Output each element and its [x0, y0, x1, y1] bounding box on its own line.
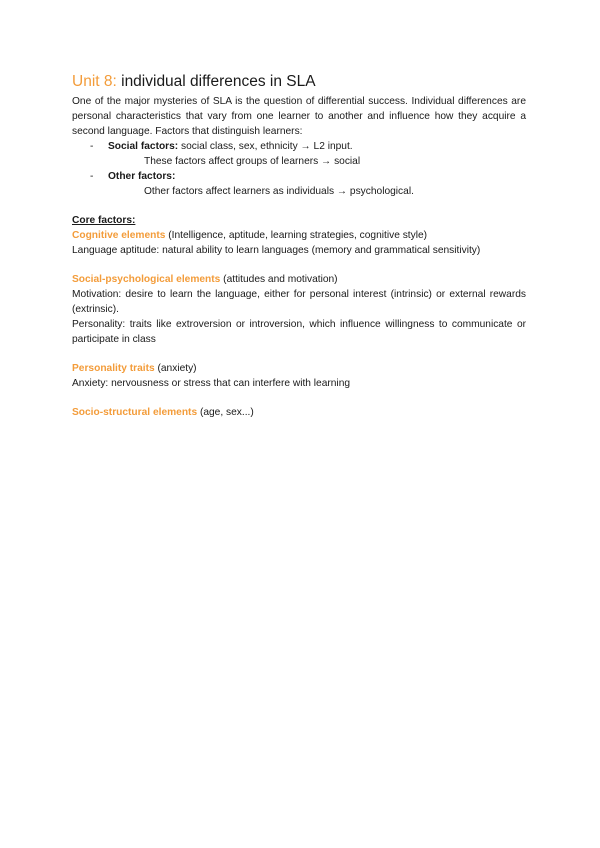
bullet-dash: - [90, 171, 94, 182]
anxiety-line: Anxiety: nervousness or stress that can interfere with learning [72, 378, 351, 389]
section-label-text: (attitudes and motivation) [220, 274, 338, 285]
page-title [72, 72, 526, 92]
intro-paragraph: One of the major mysteries of SLA is the question of differential success. Individual differences are personal characteristics that vary from one learner to another and influence how they acquire a second language. Factors that distinguish learners: [72, 96, 526, 137]
bullet-label: Other factors: [108, 171, 176, 182]
section-label: Social-psychological elements [72, 274, 221, 285]
section-label: Cognitive elements [72, 230, 166, 241]
core-factors-heading: Core factors: [72, 215, 136, 226]
socio-structural-line [72, 405, 526, 420]
section-label-text: (anxiety) [154, 363, 197, 374]
unit-number: Unit 8: [72, 73, 117, 90]
bullet-subline: These factors affect groups of learners → social [144, 156, 361, 167]
bullet-other-factors [72, 169, 526, 184]
section-label-text: (Intelligence, aptitude, learning strategies, cognitive style) [165, 230, 428, 241]
bullet-subline: Other factors affect learners as individuals → psychological. [144, 186, 414, 197]
bullet-social-factors [72, 139, 526, 154]
bullet-dash: - [90, 141, 94, 152]
section-label-text: (age, sex...) [197, 407, 254, 418]
personality-paragraph: Personality: traits like extroversion or introversion, which influence willingness to communicate or participate in class [72, 319, 526, 345]
personality-traits-line [72, 361, 526, 376]
section-label: Personality traits [72, 363, 155, 374]
title-text: individual differences in SLA [116, 73, 316, 90]
language-aptitude-line: Language aptitude: natural ability to learn languages (memory and grammatical sensitivity) [72, 245, 481, 256]
cognitive-elements-line [72, 228, 526, 243]
document-content [72, 72, 526, 420]
bullet-text: social class, sex, ethnicity → L2 input. [178, 141, 353, 152]
section-label: Socio-structural elements [72, 407, 198, 418]
social-psychological-line [72, 272, 526, 287]
motivation-paragraph: Motivation: desire to learn the language, either for personal interest (intrinsic) or external rewards (extrinsic). [72, 289, 526, 315]
bullet-label: Social factors: [108, 141, 179, 152]
